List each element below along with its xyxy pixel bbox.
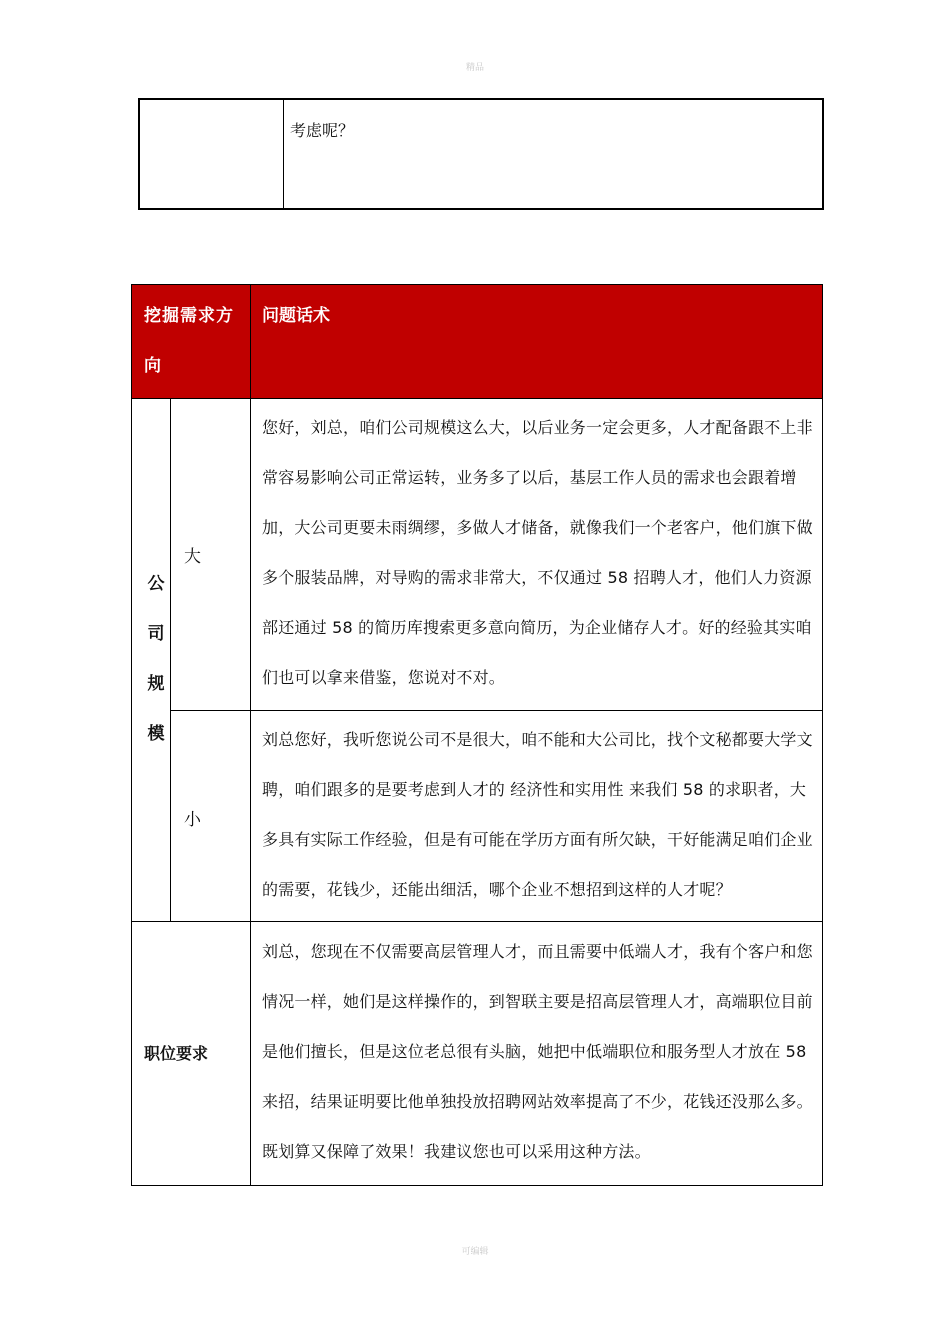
footer-watermark: 可编辑 xyxy=(461,1247,489,1257)
continuation-right-cell: 考虑呢？ xyxy=(290,121,355,140)
job-requirement-text: 刘总，您现在不仅需要高层管理人才，而且需要中低端人才，我有个客户和您情况一样，她们是这样操作的，到智联主要是招高层管理人才，高端职位目前是他们擅长，但是这位老总很有头脑，她把中低端职位和服务型人才放在 58 来招，结果证明要比他单独投放招聘网站效率提高了不少，花钱还没那么多。既划算又保障了效果！我建议您也可以采用这种方法。 xyxy=(262,942,813,1161)
header-script: 问题话术 xyxy=(262,306,330,326)
company-size-label: 公司规模 xyxy=(147,574,165,744)
header-divider xyxy=(250,285,251,398)
needs-table xyxy=(131,284,823,1186)
col-divider-sub xyxy=(170,398,171,922)
row-divider-size xyxy=(170,710,822,711)
header-direction: 挖掘需求方向 xyxy=(144,306,234,376)
size-large-label: 大 xyxy=(184,547,201,567)
size-large-text: 您好，刘总，咱们公司规模这么大，以后业务一定会更多，人才配备跟不上非常容易影响公司正常运转，业务多了以后，基层工作人员的需求也会跟着增加，大公司更要未雨绸缪，多做人才储备，就像我们一个老客户，他们旗下做多个服装品牌，对导购的需求非常大，不仅通过 58 招聘人才，他们人力资源部还通过 58 的简历库搜索更多意向简历，为企业储存人才。好的经验其实咱们也可以拿来借鉴，您说对不对。 xyxy=(262,418,813,687)
job-requirement-label: 职位要求 xyxy=(144,1044,209,1063)
continuation-table xyxy=(138,98,824,210)
size-small-text: 刘总您好，我听您说公司不是很大，咱不能和大公司比，找个文秘都要大学文聘，咱们跟多的是要考虑到人才的 经济性和实用性 来我们 58 的求职者，大多具有实际工作经验，但是有可能在学历方面有所欠缺，干好能满足咱们企业的需要，花钱少，还能出细活，哪个企业不想招到这样的人才呢？ xyxy=(262,730,813,899)
col-divider-main xyxy=(250,398,251,1185)
row-divider-job xyxy=(132,921,822,922)
header-watermark: 精品 xyxy=(465,63,484,73)
size-small-label: 小 xyxy=(184,810,201,830)
table-header-row xyxy=(132,285,822,399)
continuation-left-cell xyxy=(140,100,284,208)
